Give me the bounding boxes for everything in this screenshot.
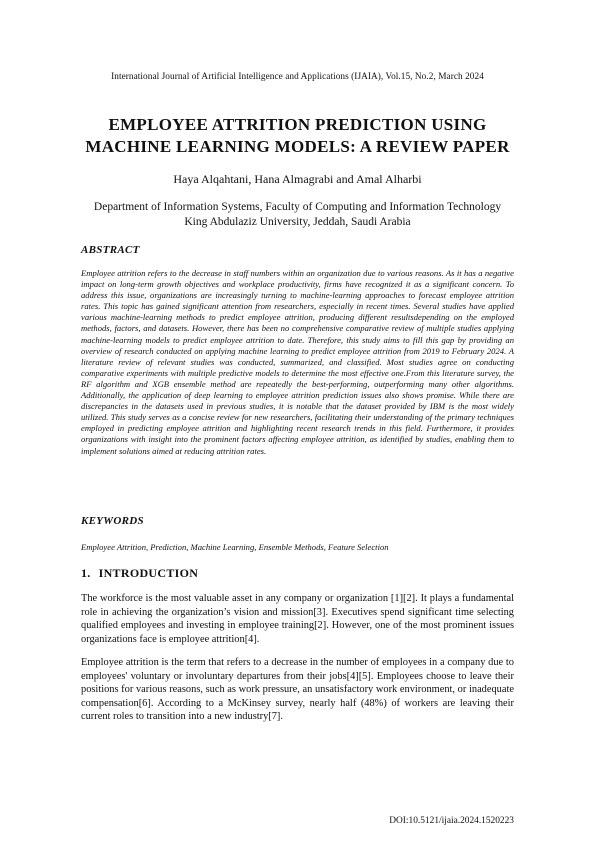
section-title: INTRODUCTION bbox=[98, 566, 199, 580]
keywords-heading: KEYWORDS bbox=[81, 515, 144, 527]
affiliation-line-1: Department of Information Systems, Faculty of Computing and Information Technology bbox=[93, 201, 502, 213]
title-line-2: MACHINE LEARNING MODELS: A REVIEW PAPER bbox=[85, 137, 510, 156]
doi-footer: DOI:10.5121/ijaia.2024.1520223 bbox=[389, 816, 514, 826]
intro-paragraph-1: The workforce is the most valuable asset in any company or organization [1][2]. It plays a fundamental role in achieving the organization’s vision and mission[3]. Executives spend significant time selecting qualified employees and investing in employee training[2]. However, one of the most prominent issues organizations face is employee attrition[4]. bbox=[81, 593, 514, 645]
abstract-text: Employee attrition refers to the decrease in staff numbers within an organization due to various reasons. As it has a negative impact on long-term growth objectives and workplace productivity, firms have recognized it as a significant concern. To address this issue, organizations are increasingly turning to machine-learning approaches to forecast employee attrition rates. This topic has gained significant attention from researchers, especially in recent times. Several studies have applied various machine-learning methods to predict employee attrition, producing different resultsdepending on the employed methods, factors, and datasets. However, there has been no comprehensive comparative review of multiple studies applying machine-learning models to predict employee attrition to date. Therefore, this study aims to fill this gap by providing an overview of research conducted on applying machine learning to predict employee attrition from 2019 to February 2024. A literature review of relevant studies was conducted, summarized, and classified. Most studies agree on conducting comparative experiments with multiple predictive models to determine the most effective one.From this literature survey, the RF algorithm and XGB ensemble method are repeatedly the best-performing, outperforming many other algorithms. Additionally, the application of deep learning to employee attrition prediction issues also shows promise. While there are discrepancies in the datasets used in previous studies, it is notable that the dataset provided by IBM is the most widely utilized. This study serves as a concise review for new researchers, facilitating their understanding of the primary techniques employed in predicting employee attrition and highlighting recent research trends in this field. Furthermore, it provides organizations with insight into the prominent factors affecting employee attrition, as identified by studies, enabling them to implement solutions aimed at reducing attrition rates. bbox=[81, 268, 514, 456]
introduction-heading bbox=[81, 566, 198, 581]
abstract-heading: ABSTRACT bbox=[81, 244, 140, 256]
author-list: Haya Alqahtani, Hana Almagrabi and Amal Alharbi bbox=[173, 172, 422, 186]
running-head: International Journal of Artificial Intelligence and Applications (IJAIA), Vol.15, No.2, March 2024 bbox=[111, 72, 484, 82]
section-number: 1. bbox=[81, 566, 91, 580]
intro-paragraph-2: Employee attrition is the term that refers to a decrease in the number of employees in a company due to employees' voluntary or involuntary departures from their jobs[4][5]. Employees choose to leave their positions for various reasons, such as work pressure, an unsatisfactory work environment, or inadequate compensation[6]. According to a McKinsey survey, nearly half (48%) of workers are leaving their current roles to transition into a new industry[7]. bbox=[81, 657, 514, 723]
affiliation-line-2: King Abdulaziz University, Jeddah, Saudi Arabia bbox=[184, 216, 411, 228]
paper-title bbox=[60, 114, 535, 158]
affiliation bbox=[60, 200, 535, 230]
keywords-text: Employee Attrition, Prediction, Machine Learning, Ensemble Methods, Feature Selection bbox=[81, 542, 389, 552]
title-line-1: EMPLOYEE ATTRITION PREDICTION USING bbox=[108, 115, 487, 134]
